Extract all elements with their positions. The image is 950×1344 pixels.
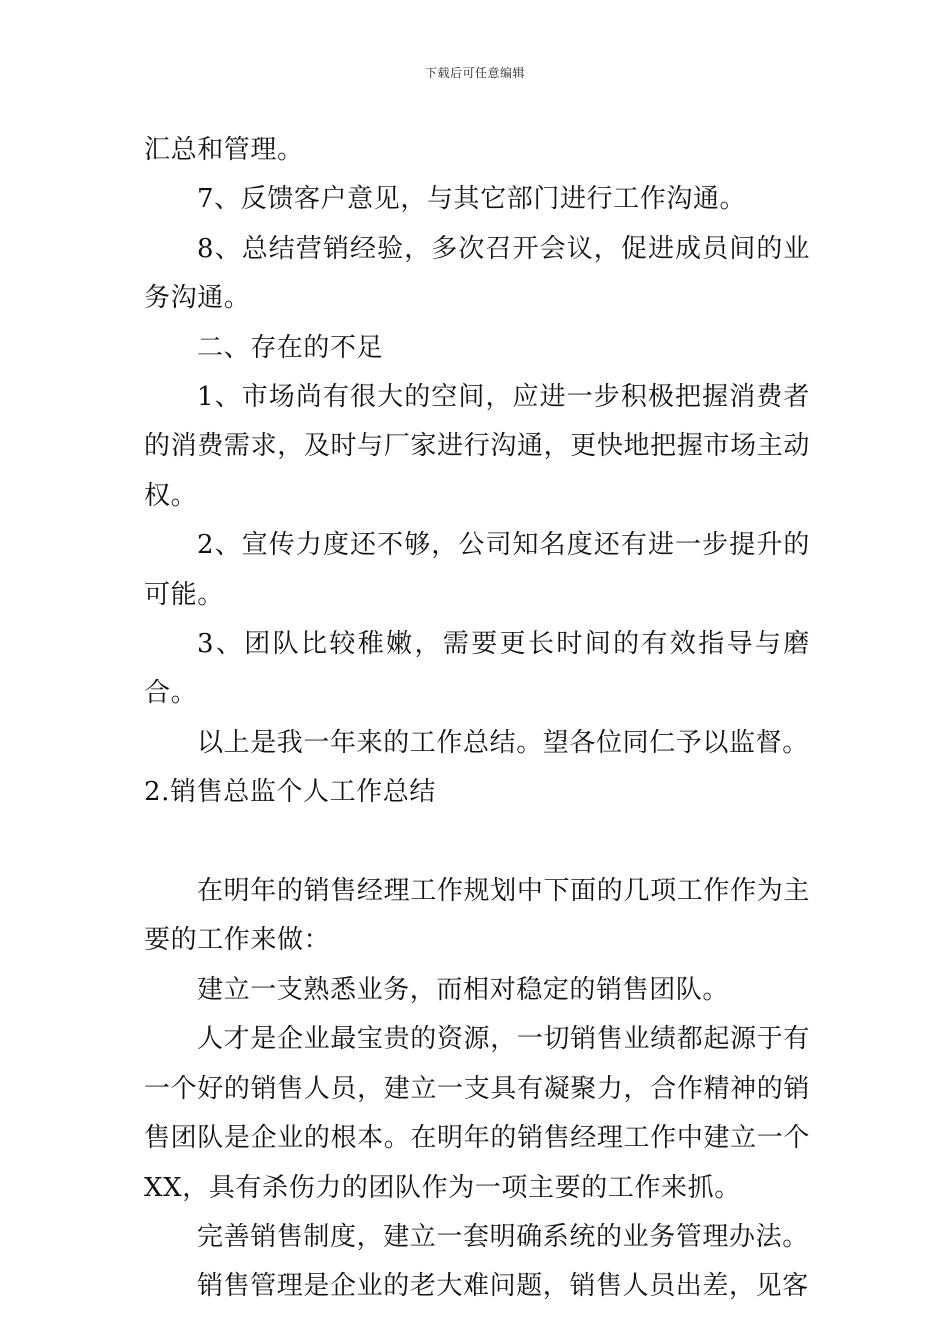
- plan-point-team: 建立一支熟悉业务，而相对稳定的销售团队。: [197, 974, 730, 1005]
- section-heading-shortcomings: 二、存在的不足: [197, 332, 384, 363]
- shortcoming-item-2: 2、宣传力度还不够，公司知名度还有进一步提升的可能。: [144, 530, 810, 610]
- article-title: 2.销售总监个人工作总结: [144, 777, 437, 808]
- paragraph-continuation: 汇总和管理。: [144, 135, 304, 165]
- management-paragraph: 销售管理是企业的老大难问题，销售人员出差，见客: [197, 1271, 809, 1302]
- blank-line: [144, 818, 810, 867]
- shortcoming-item-1: 1、市场尚有很大的空间，应进一步积极把握消费者的消费需求，及时与厂家进行沟通，更快地把握市场主动权。: [144, 382, 810, 511]
- document-body: [144, 126, 810, 1312]
- plan-point-system: 完善销售制度，建立一套明确系统的业务管理办法。: [197, 1221, 809, 1252]
- shortcoming-item-3: 3、团队比较稚嫩，需要更长时间的有效指导与磨合。: [144, 629, 810, 709]
- page-header-note: 下载后可任意编辑: [424, 66, 525, 80]
- team-paragraph: 人才是企业最宝贵的资源，一切销售业绩都起源于有一个好的销售人员，建立一支具有凝聚力，合作精神的销售团队是企业的根本。在明年的销售经理工作中建立一个XX，具有杀伤力的团队作为一项主要的工作来抓。: [144, 1024, 810, 1203]
- list-item-8: 8、总结营销经验，多次召开会议，促进成员间的业务沟通。: [144, 233, 810, 314]
- closing-sentence: 以上是我一年来的工作总结。望各位同仁予以监督。: [197, 727, 809, 758]
- plan-intro-paragraph: 在明年的销售经理工作规划中下面的几项工作作为主要的工作来做：: [144, 876, 810, 956]
- list-item-7: 7、反馈客户意见，与其它部门进行工作沟通。: [197, 184, 747, 215]
